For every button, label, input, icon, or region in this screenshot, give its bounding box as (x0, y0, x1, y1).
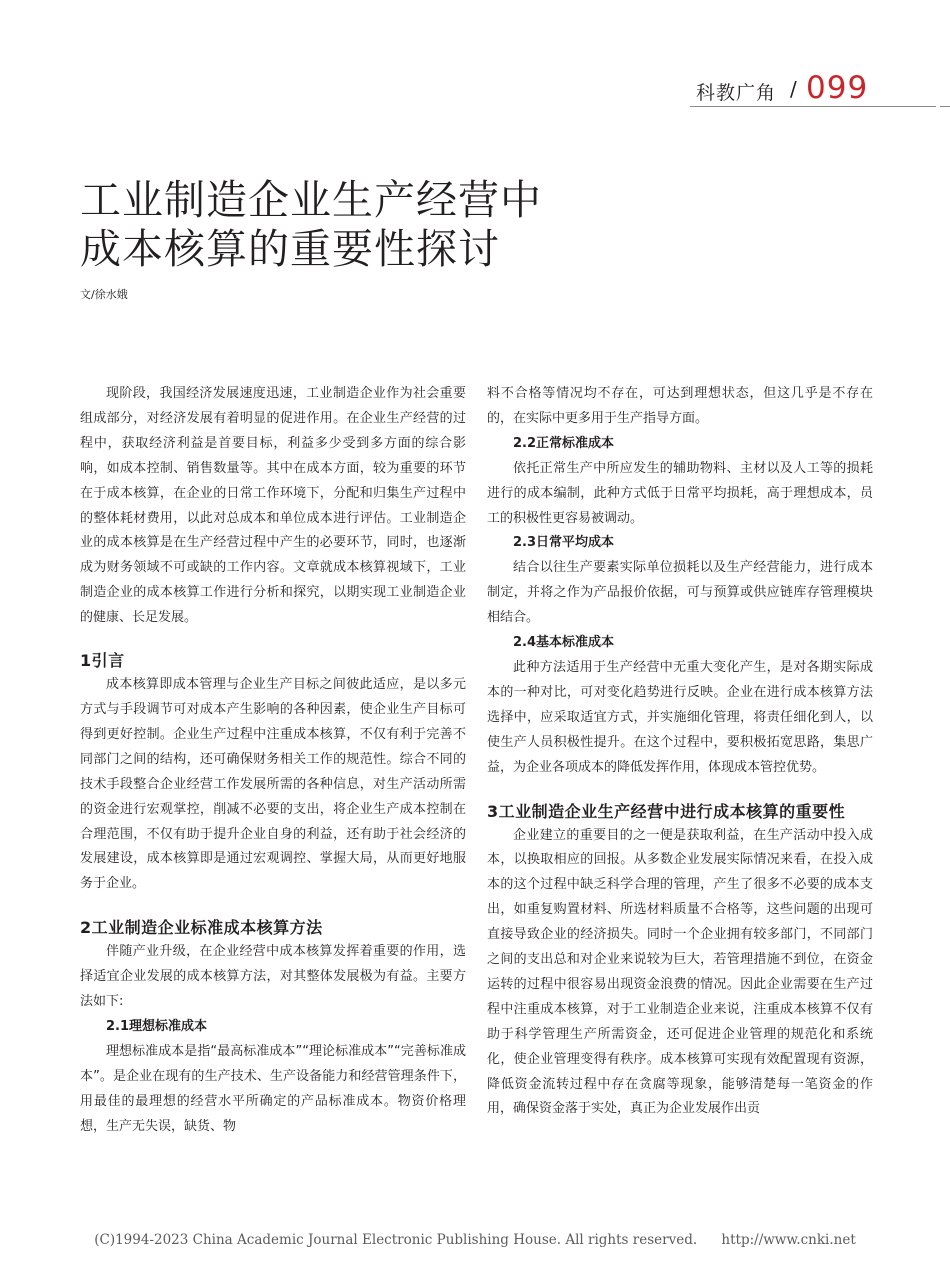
paragraph-importance: 企业建立的重要目的之一便是获取利益，在生产活动中投入成本，以换取相应的回报。从多数企业发展实际情况来看，在投入成本的这个过程中缺乏科学合理的管理，产生了很多不必要的成本支出，如重复购置材料、所选材料质量不合格等，这些问题的出现可直接导致企业的经济损失。同时一个企业拥有较多部门，不同部门之间的支出总和对企业来说较为巨大，若管理措施不到位，在资金运转的过程中很容易出现资金浪费的情况。因此企业需要在生产过程中注重成本核算，对于工业制造企业来说，注重成本核算不仅有助于科学管理生产所需资金，还可促进企业管理的规范化和系统化，使企业管理变得有秩序。成本核算可实现有效配置现有资源，降低资金流转过程中存在贪腐等现象，能够清楚每一笔资金的作用，确保资金落于实处，真正为企业发展作出贡 (487, 827, 873, 1117)
paragraph-2-2: 依托正常生产中所应发生的辅助物料、主材以及人工等的损耗进行的成本编制，此种方式低于日常平均损耗，高于理想成本，员工的积极性更容易被调动。 (487, 460, 873, 526)
footer-url: http://www.cnki.net (721, 1232, 856, 1248)
subsection-heading-2-1: 2.1理想标准成本 (106, 1018, 208, 1034)
paragraph-2-1-continued: 料不合格等情况均不存在，可达到理想状态，但这几乎是不存在的，在实际中更多用于生产指导方面。 (487, 386, 873, 426)
header-rule-end (940, 106, 950, 107)
right-column (487, 382, 873, 1122)
section-heading-methods: 2工业制造企业标准成本核算方法 (80, 918, 323, 938)
subsection-heading-2-4: 2.4基本标准成本 (513, 635, 615, 651)
header-rule (690, 106, 936, 107)
title-line-2: 成本核算的重要性探讨 (80, 225, 500, 273)
left-column (80, 382, 466, 1139)
subsection-heading-2-3: 2.3日常平均成本 (513, 535, 615, 551)
paragraph-methods: 伴随产业升级，在企业经营中成本核算发挥着重要的作用，选择适宜企业发展的成本核算方法，对其整体发展极为有益。主要方法如下: (80, 944, 466, 1010)
running-header (690, 72, 950, 112)
header-separator: / (790, 77, 797, 101)
section-name: 科教广角 (696, 82, 777, 104)
paragraph-2-3: 结合以往生产要素实际单位损耗以及生产经营能力，进行成本制定，并将之作为产品报价依据，可与预算或供应链库存管理模块相结合。 (487, 560, 873, 626)
section-heading-introduction: 1引言 (80, 651, 125, 671)
title-line-1: 工业制造企业生产经营中 (80, 176, 542, 224)
section-heading-importance: 3工业制造企业生产经营中进行成本核算的重要性 (487, 801, 846, 821)
copyright-text: (C)1994-2023 China Academic Journal Electronic Publishing House. All rights reserved. (94, 1232, 698, 1248)
copyright-footer (0, 1232, 950, 1248)
author-byline: 文/徐水娥 (80, 288, 128, 301)
abstract-paragraph: 现阶段，我国经济发展速度迅速，工业制造企业作为社会重要组成部分，对经济发展有着明显的促进作用。在企业生产经营的过程中，获取经济利益是首要目标，利益多少受到多方面的综合影响，如成本控制、销售数量等。其中在成本方面，较为重要的环节在于成本核算，在企业的日常工作环境下，分配和归集生产过程中的整体耗材费用，以此对总成本和单位成本进行评估。工业制造企业的成本核算是在生产经营过程中产生的必要环节，同时，也逐渐成为财务领域不可或缺的工作内容。文章就成本核算视域下，工业制造企业的成本核算工作进行分析和探究，以期实现工业制造企业的健康、长足发展。 (80, 386, 466, 626)
subsection-heading-2-2: 2.2正常标准成本 (513, 435, 615, 451)
page-number: 099 (806, 70, 869, 106)
paragraph-2-4: 此种方法适用于生产经营中无重大变化产生，是对各期实际成本的一种对比，可对变化趋势进行反映。企业在进行成本核算方法选择中，应采取适宜方式，并实施细化管理，将责任细化到人，以使生产人员积极性提升。在这个过程中，要积极拓宽思路，集思广益，为企业各项成本的降低发挥作用，体现成本管控优势。 (487, 659, 873, 775)
paragraph-2-1: 理想标准成本是指“最高标准成本”“理论标准成本”“完善标准成本”。是企业在现有的生产技术、生产设备能力和经营管理条件下，用最佳的最理想的经营水平所确定的产品标准成本。物资价格理想，生产无失误，缺货、物 (80, 1043, 466, 1134)
article-title (80, 176, 542, 274)
paragraph-introduction: 成本核算即成本管理与企业生产目标之间彼此适应，是以多元方式与手段调节可对成本产生影响的各种因素，使企业生产目标可得到更好控制。企业生产过程中注重成本核算，不仅有利于完善不同部门之间的结构，还可确保财务相关工作的规范性。综合不同的技术手段整合企业经营工作发展所需的各种信息，对生产活动所需的资金进行宏观掌控，削减不必要的支出，将企业生产成本控制在合理范围，不仅有助于提升企业自身的利益，还有助于社会经济的发展建设，成本核算即是通过宏观调控、掌握大局，从而更好地服务于企业。 (80, 677, 466, 892)
